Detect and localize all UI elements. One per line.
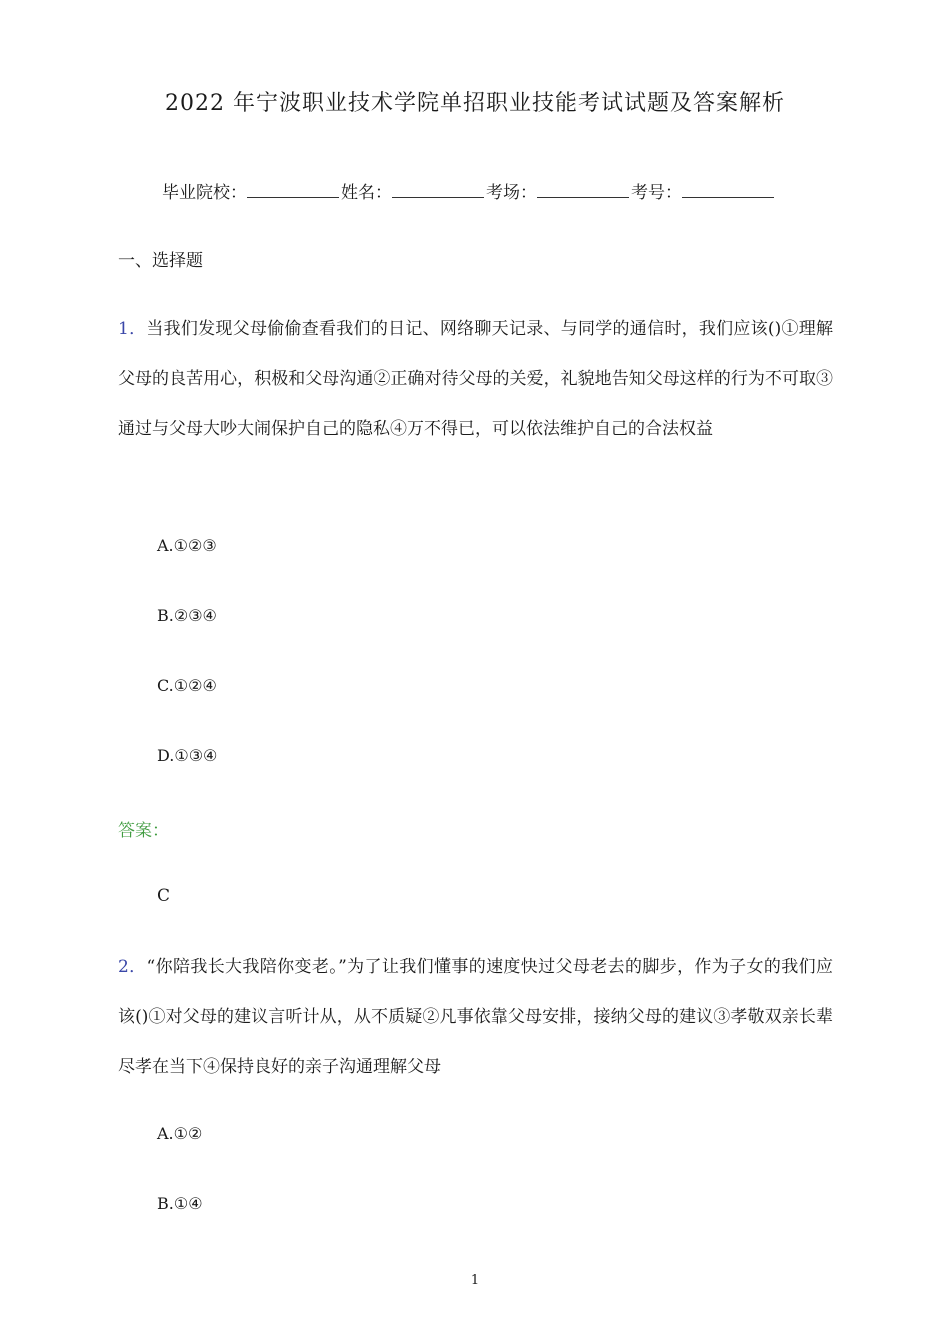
- room-label: 考场：: [486, 183, 537, 203]
- room-blank: [537, 183, 629, 198]
- question-1-option-c: C.①②④: [157, 676, 217, 695]
- name-label: 姓名：: [341, 183, 392, 203]
- question-1-answer-label: 答案：: [118, 821, 169, 841]
- number-blank: [682, 183, 774, 198]
- candidate-info-line: [162, 178, 776, 203]
- question-2-number: 2．: [118, 957, 147, 977]
- question-2: [118, 942, 833, 1092]
- question-2-option-a: A.①②: [157, 1124, 203, 1143]
- question-2-option-b: B.①④: [157, 1194, 203, 1213]
- number-label: 考号：: [631, 183, 682, 203]
- question-1-answer: C: [157, 886, 171, 906]
- question-1-option-a: A.①②③: [157, 536, 217, 555]
- question-1-text: 当我们发现父母偷偷查看我们的日记、网络聊天记录、与同学的通信时，我们应该()①理解父母的良苦用心，积极和父母沟通②正确对待父母的关爱，礼貌地告知父母这样的行为不可取③通过与父母大吵大闹保护自己的隐私④万不得已，可以依法维护自己的合法权益: [118, 319, 833, 439]
- school-label: 毕业院校：: [162, 183, 247, 203]
- question-1: [118, 304, 833, 454]
- question-1-option-d: D.①③④: [157, 746, 218, 765]
- school-blank: [247, 183, 339, 198]
- question-2-text: “你陪我长大我陪你变老。”为了让我们懂事的速度快过父母老去的脚步，作为子女的我们应该()①对父母的建议言听计从，从不质疑②凡事依靠父母安排，接纳父母的建议③孝敬双亲长辈尽孝在当下④保持良好的亲子沟通理解父母: [118, 957, 833, 1077]
- question-1-number: 1．: [118, 319, 147, 339]
- question-1-option-b: B.②③④: [157, 606, 217, 625]
- section-title: 一、选择题: [118, 251, 203, 271]
- document-title: 2022 年宁波职业技术学院单招职业技能考试试题及答案解析: [165, 91, 785, 116]
- name-blank: [392, 183, 484, 198]
- page-number: 1: [470, 1273, 480, 1288]
